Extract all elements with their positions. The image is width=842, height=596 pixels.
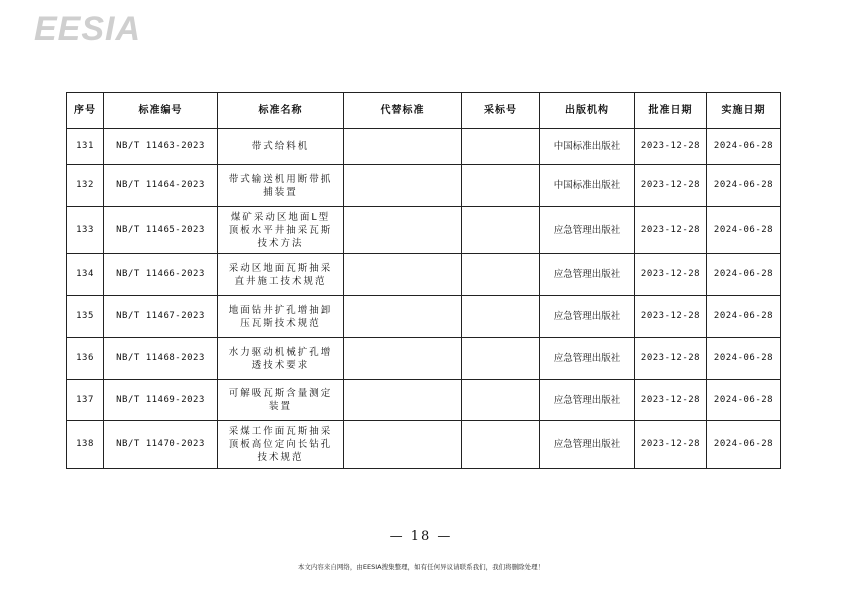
header-publisher: 出版机构 <box>540 93 635 129</box>
cell-publisher: 应急管理出版社 <box>540 207 635 254</box>
header-adopt: 采标号 <box>462 93 540 129</box>
cell-publisher: 应急管理出版社 <box>540 254 635 296</box>
cell-approve-date: 2023-12-28 <box>635 165 707 207</box>
table-row <box>67 207 781 254</box>
cell-no: 134 <box>67 254 104 296</box>
cell-code: NB/T 11466-2023 <box>104 254 218 296</box>
cell-adopt <box>462 165 540 207</box>
cell-no: 133 <box>67 207 104 254</box>
header-replace: 代替标准 <box>344 93 462 129</box>
table-header-row <box>67 93 781 129</box>
cell-adopt <box>462 338 540 380</box>
cell-name: 采煤工作面瓦斯抽采顶板高位定向长钻孔技术规范 <box>218 421 344 469</box>
cell-approve-date: 2023-12-28 <box>635 129 707 165</box>
table-row <box>67 165 781 207</box>
cell-approve-date: 2023-12-28 <box>635 338 707 380</box>
cell-publisher: 中国标准出版社 <box>540 165 635 207</box>
cell-no: 136 <box>67 338 104 380</box>
cell-publisher: 应急管理出版社 <box>540 296 635 338</box>
cell-code: NB/T 11463-2023 <box>104 129 218 165</box>
header-implement-date: 实施日期 <box>707 93 781 129</box>
cell-no: 135 <box>67 296 104 338</box>
table-row <box>67 296 781 338</box>
page-number: — 18 — <box>389 529 453 544</box>
cell-code: NB/T 11464-2023 <box>104 165 218 207</box>
cell-implement-date: 2024-06-28 <box>707 165 781 207</box>
cell-name: 煤矿采动区地面L型顶板水平井抽采瓦斯技术方法 <box>218 207 344 254</box>
cell-no: 138 <box>67 421 104 469</box>
cell-name: 可解吸瓦斯含量测定装置 <box>218 380 344 421</box>
cell-implement-date: 2024-06-28 <box>707 207 781 254</box>
cell-name: 采动区地面瓦斯抽采直井施工技术规范 <box>218 254 344 296</box>
cell-adopt <box>462 207 540 254</box>
cell-approve-date: 2023-12-28 <box>635 207 707 254</box>
cell-approve-date: 2023-12-28 <box>635 421 707 469</box>
cell-code: NB/T 11469-2023 <box>104 380 218 421</box>
cell-name: 带式输送机用断带抓捕装置 <box>218 165 344 207</box>
cell-no: 131 <box>67 129 104 165</box>
header-name: 标准名称 <box>218 93 344 129</box>
footer-notice: 本文内容来自网络，由EESIA搜集整理，如有任何异议请联系我们，我们将删除处理！ <box>297 563 545 571</box>
table-row <box>67 380 781 421</box>
cell-code: NB/T 11467-2023 <box>104 296 218 338</box>
cell-name: 带式给料机 <box>218 129 344 165</box>
cell-implement-date: 2024-06-28 <box>707 296 781 338</box>
cell-adopt <box>462 254 540 296</box>
cell-replace <box>344 380 462 421</box>
header-no: 序号 <box>67 93 104 129</box>
header-code: 标准编号 <box>104 93 218 129</box>
cell-approve-date: 2023-12-28 <box>635 254 707 296</box>
cell-adopt <box>462 296 540 338</box>
cell-adopt <box>462 380 540 421</box>
table-row <box>67 129 781 165</box>
cell-replace <box>344 129 462 165</box>
cell-publisher: 应急管理出版社 <box>540 338 635 380</box>
cell-replace <box>344 296 462 338</box>
eesia-logo: EESIA <box>34 10 142 48</box>
table-row <box>67 338 781 380</box>
cell-replace <box>344 207 462 254</box>
cell-adopt <box>462 421 540 469</box>
cell-no: 137 <box>67 380 104 421</box>
cell-name: 地面钻井扩孔增抽卸压瓦斯技术规范 <box>218 296 344 338</box>
header-approve-date: 批准日期 <box>635 93 707 129</box>
cell-implement-date: 2024-06-28 <box>707 421 781 469</box>
cell-no: 132 <box>67 165 104 207</box>
cell-replace <box>344 421 462 469</box>
cell-code: NB/T 11468-2023 <box>104 338 218 380</box>
cell-implement-date: 2024-06-28 <box>707 380 781 421</box>
cell-approve-date: 2023-12-28 <box>635 296 707 338</box>
cell-replace <box>344 165 462 207</box>
cell-publisher: 中国标准出版社 <box>540 129 635 165</box>
cell-replace <box>344 254 462 296</box>
cell-publisher: 应急管理出版社 <box>540 421 635 469</box>
table-row <box>67 421 781 469</box>
table-row <box>67 254 781 296</box>
cell-implement-date: 2024-06-28 <box>707 129 781 165</box>
cell-code: NB/T 11470-2023 <box>104 421 218 469</box>
cell-publisher: 应急管理出版社 <box>540 380 635 421</box>
cell-code: NB/T 11465-2023 <box>104 207 218 254</box>
cell-implement-date: 2024-06-28 <box>707 338 781 380</box>
cell-adopt <box>462 129 540 165</box>
cell-name: 水力驱动机械扩孔增透技术要求 <box>218 338 344 380</box>
cell-replace <box>344 338 462 380</box>
standards-table <box>66 92 781 469</box>
cell-approve-date: 2023-12-28 <box>635 380 707 421</box>
cell-implement-date: 2024-06-28 <box>707 254 781 296</box>
